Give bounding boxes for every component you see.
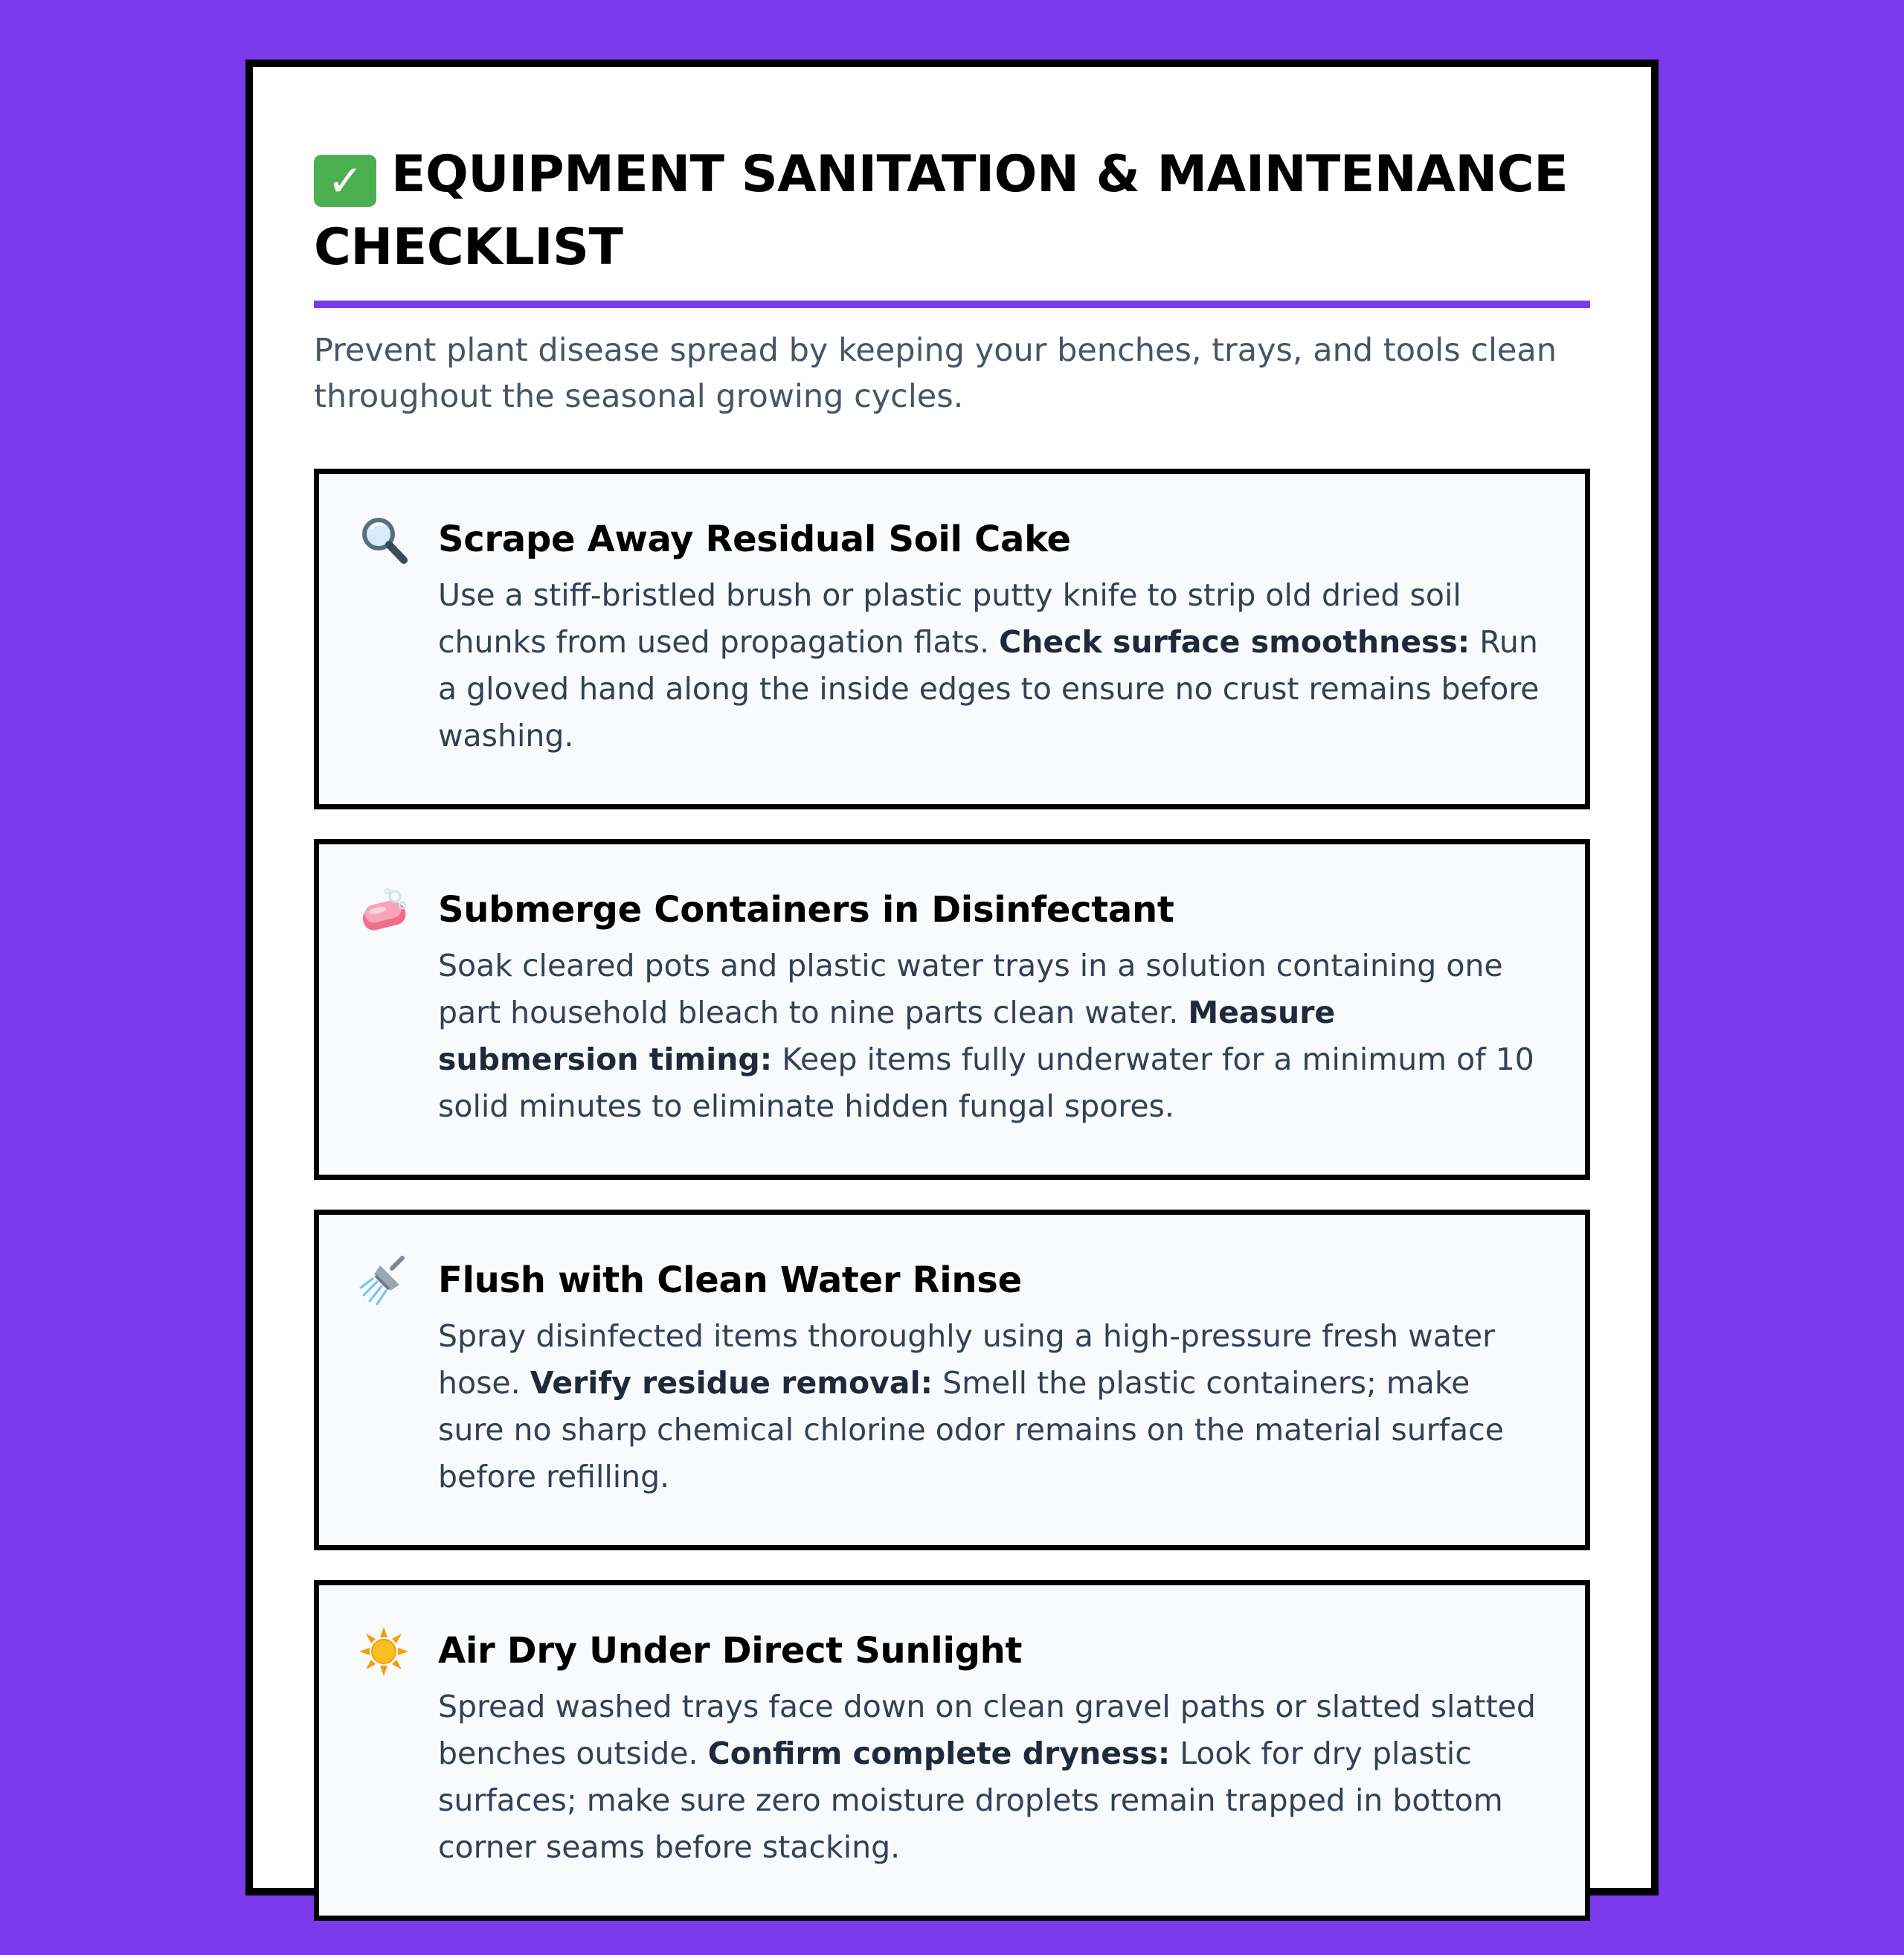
- step-text: Spray disinfected items thoroughly using a high-pressure fresh water hose.: [438, 1318, 1495, 1401]
- shower-head-icon: [358, 1255, 410, 1307]
- step-text: Use a stiff-bristled brush or plastic putty knife to strip old dried soil chunks from used propagation flats.: [438, 577, 1461, 660]
- check-label: Verify residue removal:: [530, 1365, 933, 1401]
- check-text: Keep items fully underwater for a minimum of 10 solid minutes to eliminate hidden fungal spores.: [438, 1041, 1534, 1124]
- card-content: [314, 138, 1590, 1951]
- check-label: Check surface smoothness:: [999, 624, 1470, 660]
- check-text: Run a gloved hand along the inside edges to ensure no crust remains before washing.: [438, 624, 1540, 754]
- page-title: [314, 138, 1590, 284]
- soap-icon: [358, 885, 410, 937]
- step-text: Spread washed trays face down on clean gravel paths or slatted slatted benches outside.: [438, 1689, 1536, 1771]
- step-description: [438, 572, 1540, 760]
- intro-text: Prevent plant disease spread by keeping your benches, trays, and tools clean throughout the seasonal growing cycles.: [314, 332, 1557, 415]
- step-description: [438, 943, 1540, 1130]
- step-card-scrape: [314, 469, 1590, 809]
- step-title: Air Dry Under Direct Sunlight: [438, 1630, 1023, 1672]
- title-divider: [314, 301, 1590, 308]
- step-text: Soak cleared pots and plastic water trays in a solution containing one part household bleach to nine parts clean water.: [438, 948, 1503, 1030]
- check-label: Measure submersion timing:: [438, 995, 1336, 1077]
- checklist-card: [245, 60, 1659, 1895]
- sun-icon: [358, 1625, 410, 1678]
- step-list: [314, 469, 1590, 1921]
- step-title: Scrape Away Residual Soil Cake: [438, 519, 1071, 560]
- step-description: [438, 1683, 1540, 1871]
- step-title: Submerge Containers in Disinfectant: [438, 889, 1174, 931]
- magnifying-glass-icon: [358, 514, 410, 566]
- title-text: EQUIPMENT SANITATION & MAINTENANCE CHECKLIST: [314, 145, 1569, 277]
- step-card-air-dry: [314, 1580, 1590, 1921]
- check-mark-icon: ✓: [314, 155, 376, 207]
- step-description: [438, 1313, 1540, 1500]
- check-text: Smell the plastic containers; make sure no sharp chemical chlorine odor remains on the material surface before refilling.: [438, 1365, 1504, 1495]
- step-card-submerge: [314, 839, 1590, 1180]
- step-card-flush: [314, 1210, 1590, 1550]
- step-title: Flush with Clean Water Rinse: [438, 1259, 1022, 1301]
- check-text: Look for dry plastic surfaces; make sure zero moisture droplets remain trapped in bottom corner seams before stacking.: [438, 1736, 1503, 1865]
- check-label: Confirm complete dryness:: [707, 1736, 1171, 1771]
